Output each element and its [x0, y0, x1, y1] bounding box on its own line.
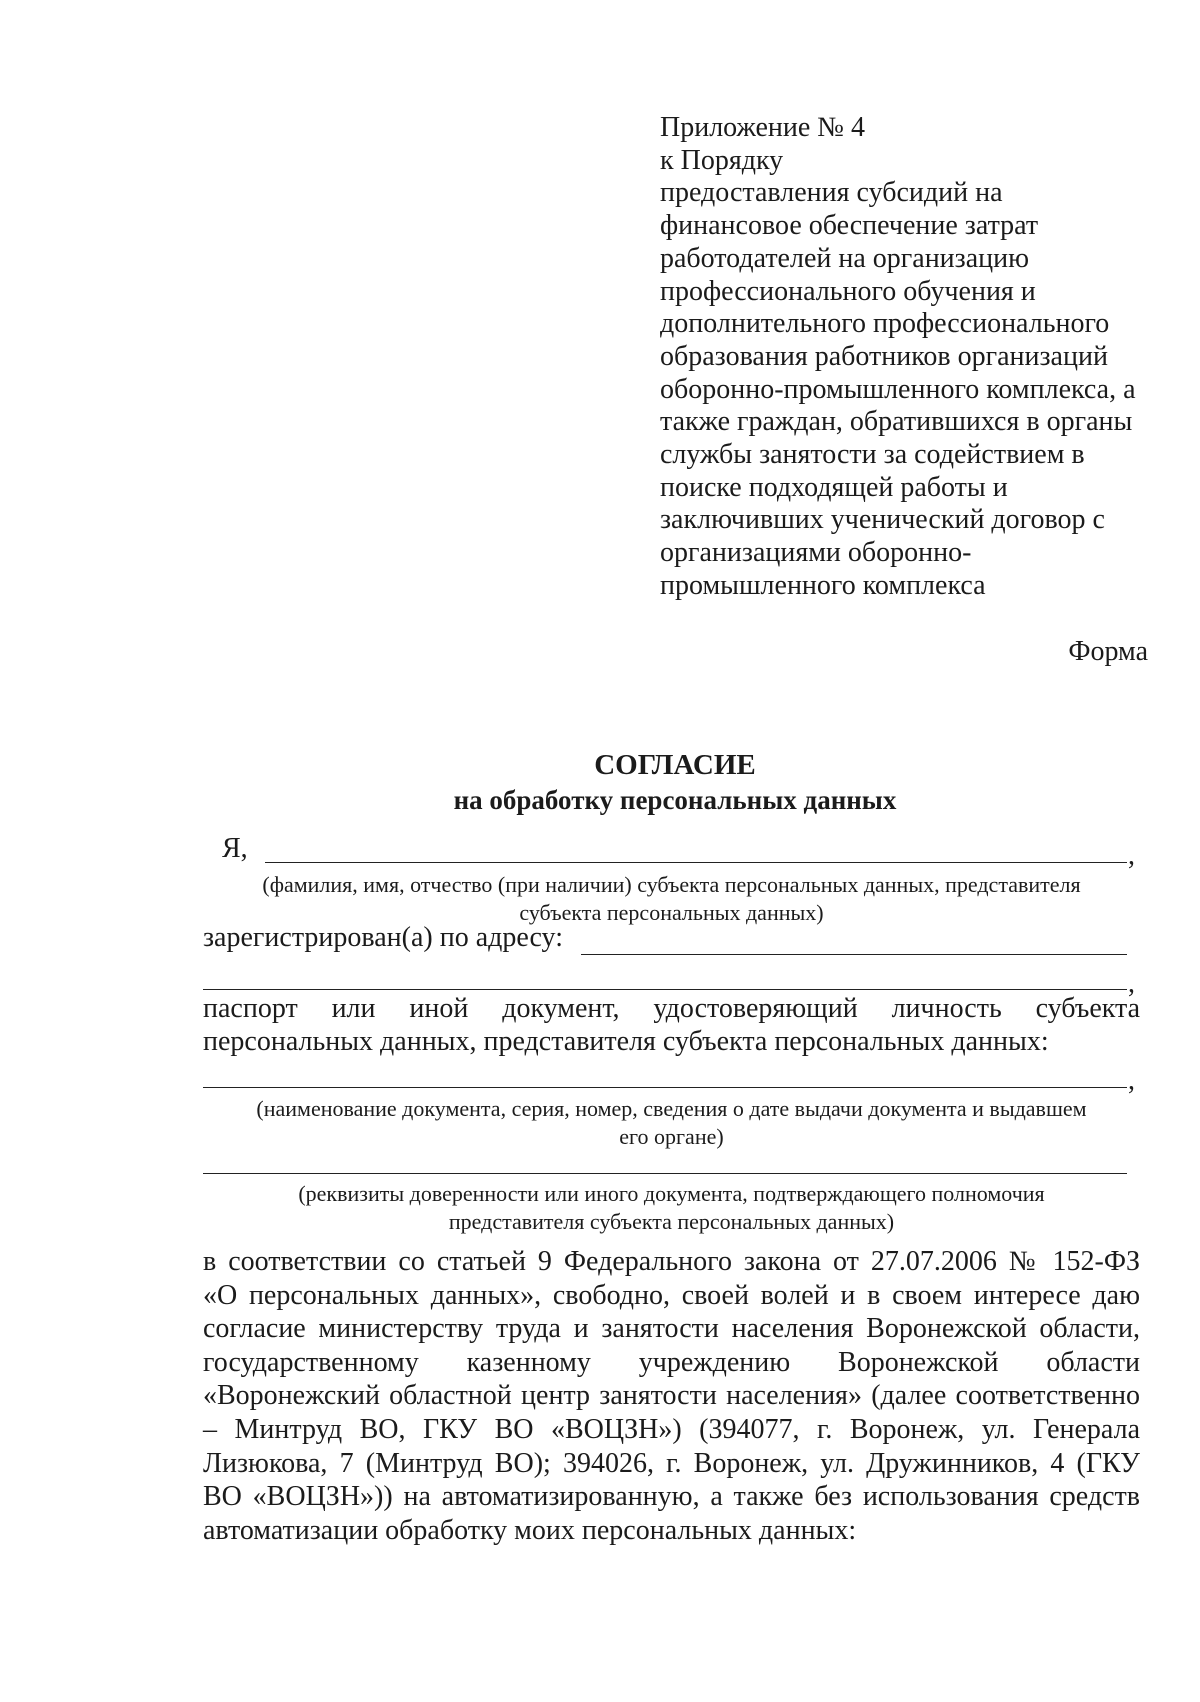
- document-title: СОГЛАСИЕ: [594, 749, 756, 781]
- appendix-header: [660, 112, 1160, 603]
- appendix-line: дополнительного профессионального: [660, 308, 1110, 340]
- consent-line: согласие министерству труда и занятости населения Воронежской области,: [203, 1313, 1140, 1345]
- passport-line: персональных данных, представителя субъекта персональных данных:: [203, 1026, 1049, 1057]
- document-hint-line: его органе): [619, 1124, 724, 1149]
- appendix-line: оборонно-промышленного комплекса, а: [660, 373, 1136, 405]
- fio-hint: [203, 871, 1140, 927]
- consent-line: Лизюкова, 7 (Минтруд ВО); 394026, г. Воронеж, ул. Дружинников, 4 (ГКУ: [203, 1447, 1140, 1479]
- fio-hint-line: субъекта персональных данных): [519, 900, 824, 925]
- appendix-line: службы занятости за содействием в: [660, 439, 1085, 471]
- consent-line: государственному казенному учреждению Воронежской области: [203, 1346, 1140, 1378]
- address-label: зарегистрирован(а) по адресу:: [203, 922, 563, 953]
- appendix-line: к Порядку: [660, 144, 784, 176]
- document-comma: ,: [1128, 1065, 1135, 1096]
- fio-field-line[interactable]: [265, 862, 1127, 863]
- consent-line: «О персональных данных», свободно, своей волей и в своем интересе даю: [203, 1279, 1140, 1311]
- appendix-line: также граждан, обратившихся в органы: [660, 406, 1133, 438]
- address-comma: ,: [1128, 968, 1135, 999]
- proxy-hint-line: (реквизиты доверенности или иного документа, подтверждающего полномочия: [298, 1181, 1045, 1206]
- appendix-line: Приложение № 4: [660, 112, 865, 143]
- appendix-line: промышленного комплекса: [660, 569, 986, 601]
- appendix-line: предоставления субсидий на: [660, 177, 1003, 209]
- consent-line: – Минтруд ВО, ГКУ ВО «ВОЦЗН») (394077, г. Воронеж, ул. Генерала: [203, 1413, 1140, 1445]
- address-field-line-1[interactable]: [581, 954, 1127, 955]
- appendix-line: поиске подходящей работы и: [660, 471, 1008, 503]
- appendix-line: работодателей на организацию: [660, 242, 1030, 274]
- fio-hint-line: (фамилия, имя, отчество (при наличии) субъекта персональных данных, представителя: [262, 872, 1081, 897]
- fio-comma: ,: [1128, 840, 1135, 871]
- consent-line: автоматизации обработку моих персональных данных:: [203, 1514, 857, 1546]
- appendix-line: образования работников организаций: [660, 340, 1108, 372]
- consent-line: ВО «ВОЦЗН»)) на автоматизированную, а также без использования средств: [203, 1481, 1140, 1513]
- document-hint: [203, 1095, 1140, 1151]
- appendix-line: финансовое обеспечение затрат: [660, 210, 1039, 242]
- consent-line: в соответствии со статьей 9 Федерального закона от 27.07.2006 № 152-ФЗ: [203, 1246, 1140, 1277]
- document-hint-line: (наименование документа, серия, номер, сведения о дате выдачи документа и выдавшем: [256, 1096, 1087, 1121]
- address-field-line-2[interactable]: [203, 989, 1127, 990]
- proxy-hint-line: представителя субъекта персональных данных): [448, 1209, 895, 1234]
- form-label: Форма: [1068, 636, 1148, 667]
- ya-label: Я,: [222, 833, 248, 864]
- document-field-line[interactable]: [203, 1087, 1127, 1088]
- appendix-line: профессионального обучения и: [660, 275, 1036, 307]
- consent-paragraph: [203, 1245, 1140, 1547]
- document-subtitle: на обработку персональных данных: [453, 785, 897, 815]
- proxy-field-line[interactable]: [203, 1173, 1127, 1174]
- passport-line: паспорт или иной документ, удостоверяющий личность субъекта: [203, 993, 1140, 1024]
- appendix-line: заключивших ученический договор с: [660, 504, 1105, 536]
- proxy-hint: [203, 1180, 1140, 1236]
- consent-line: «Воронежский областной центр занятости населения» (далее соответственно: [203, 1380, 1140, 1412]
- appendix-line: организациями оборонно-: [660, 537, 972, 569]
- passport-paragraph: [203, 992, 1140, 1058]
